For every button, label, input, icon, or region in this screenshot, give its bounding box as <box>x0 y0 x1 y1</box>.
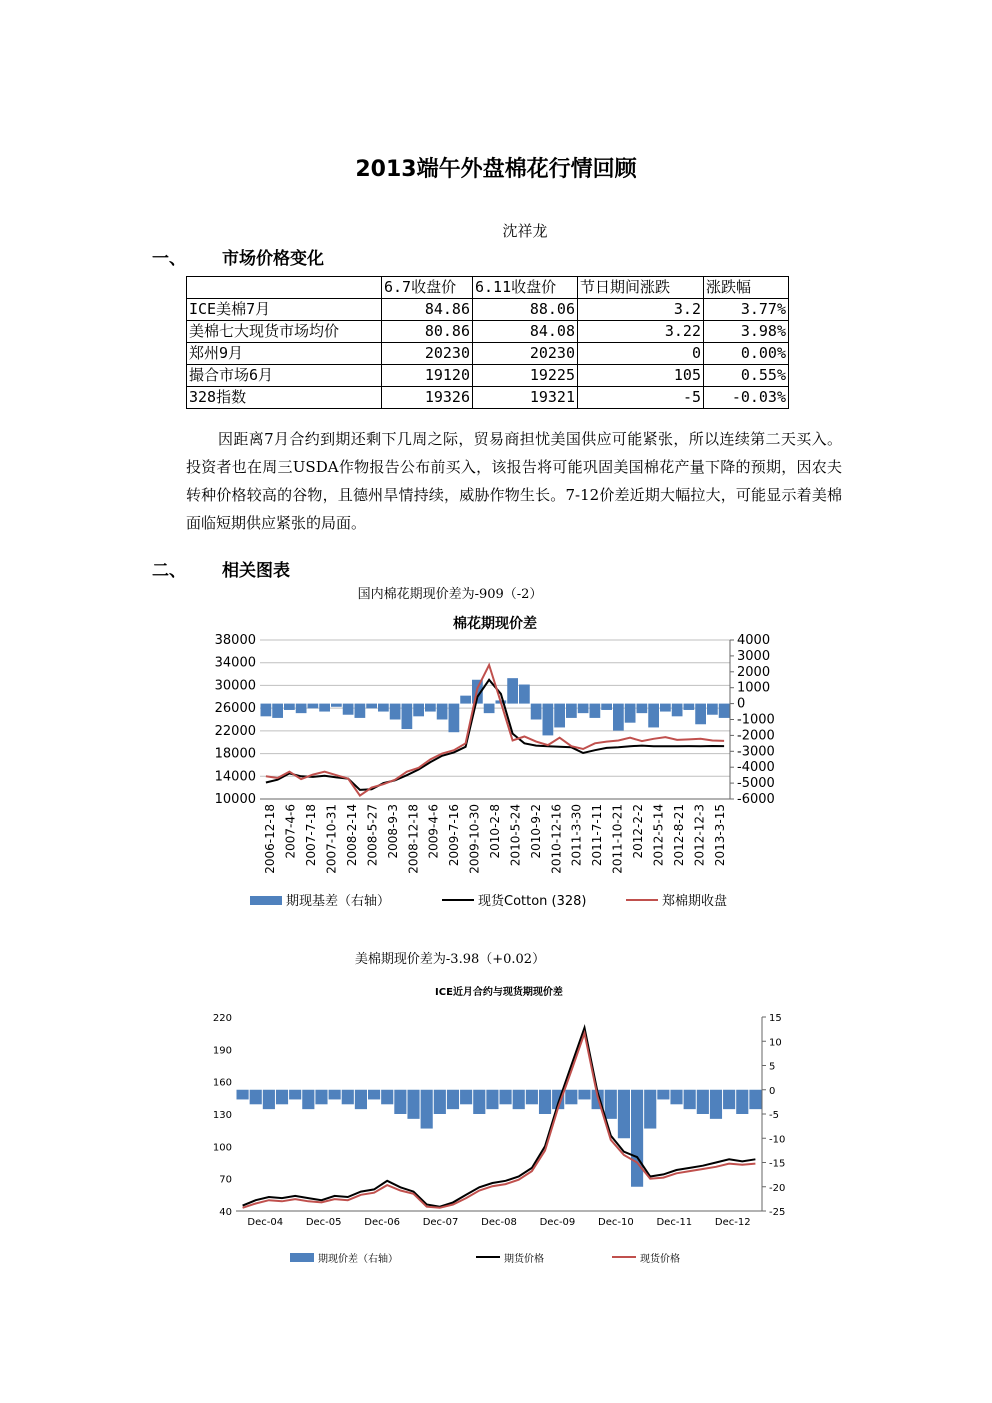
basis-bar <box>637 704 648 714</box>
x-axis-tick-label: 2007-10-31 <box>324 804 339 874</box>
table-cell: 3.98% <box>704 321 789 343</box>
basis-bar <box>710 1090 722 1119</box>
basis-bar <box>289 1090 301 1100</box>
x-axis-tick-label: 2012-12-3 <box>692 804 707 867</box>
right-axis-tick-label: -1000 <box>737 712 775 728</box>
left-axis-tick-label: 10000 <box>214 792 256 807</box>
basis-bar <box>425 704 436 712</box>
x-axis-tick-label: Dec-09 <box>539 1217 576 1228</box>
table-row <box>187 387 789 409</box>
table-cell: 105 <box>578 365 704 387</box>
basis-bar <box>500 1090 512 1105</box>
basis-bar <box>605 1090 617 1119</box>
x-axis-tick-label: 2008-2-14 <box>344 804 359 867</box>
basis-bar <box>407 1090 419 1119</box>
basis-bar <box>657 1090 669 1100</box>
right-axis-tick-label: 0 <box>769 1085 776 1097</box>
right-axis-tick-label: -4000 <box>737 760 775 776</box>
x-axis-tick-label: 2007-7-18 <box>304 804 319 867</box>
basis-bar <box>631 1090 643 1187</box>
table-row <box>187 321 789 343</box>
table-cell: 88.06 <box>473 299 578 321</box>
basis-bar <box>296 704 307 714</box>
basis-bar <box>355 704 366 718</box>
section-number: 一、 <box>152 249 186 269</box>
basis-bar <box>590 704 601 718</box>
basis-bar <box>644 1090 656 1129</box>
basis-bar <box>434 1090 446 1114</box>
right-axis-tick-label: 5 <box>769 1061 776 1073</box>
right-axis-tick-label: 4000 <box>737 633 771 648</box>
table-cell: 20230 <box>382 343 473 365</box>
basis-bar <box>381 1090 393 1105</box>
basis-bar <box>578 704 589 714</box>
basis-bar <box>543 704 554 736</box>
x-axis-tick-label: 2010-12-16 <box>549 804 564 874</box>
basis-bar <box>539 1090 551 1114</box>
right-axis-tick-label: -10 <box>769 1134 786 1146</box>
left-axis-tick-label: 40 <box>219 1207 232 1218</box>
right-axis-tick-label: -25 <box>769 1207 786 1218</box>
basis-bar <box>315 1090 327 1105</box>
legend-label: 期货价格 <box>504 1254 544 1265</box>
x-axis-tick-label: 2012-2-2 <box>631 804 646 859</box>
ice-basis-chart <box>180 975 800 1275</box>
left-axis-tick-label: 38000 <box>214 633 256 648</box>
basis-bar <box>484 704 495 714</box>
right-axis-tick-label: -5 <box>769 1110 779 1121</box>
right-axis-tick-label: -5000 <box>737 776 775 792</box>
table-cell: 0.55% <box>704 365 789 387</box>
right-axis-tick-label: 3000 <box>737 648 771 664</box>
x-axis-tick-label: 2012-8-21 <box>671 804 686 867</box>
basis-bar <box>736 1090 748 1114</box>
left-axis-tick-label: 30000 <box>214 678 256 694</box>
basis-bar <box>319 704 330 712</box>
author-name: 沈祥龙 <box>502 222 548 240</box>
left-axis-tick-label: 14000 <box>214 769 256 785</box>
x-axis-tick-label: 2009-4-6 <box>426 804 441 859</box>
legend-label: 郑棉期收盘 <box>662 894 728 909</box>
x-axis-tick-label: 2011-3-30 <box>569 804 584 867</box>
basis-bar <box>250 1090 262 1105</box>
legend-label: 现货Cotton (328) <box>478 894 587 909</box>
x-axis-tick-label: 2011-7-11 <box>590 804 605 867</box>
right-axis-tick-label: -3000 <box>737 744 775 760</box>
left-axis-tick-label: 26000 <box>214 701 256 717</box>
basis-bar <box>378 704 389 712</box>
header-cell <box>187 277 382 299</box>
basis-bar <box>413 704 424 717</box>
basis-bar <box>618 1090 630 1139</box>
x-axis-tick-label: 2010-9-2 <box>528 804 543 859</box>
basis-bar <box>343 704 354 715</box>
basis-bar <box>263 1090 275 1109</box>
chart2-caption: 美棉期现价差为-3.98（+0.02） <box>354 952 546 967</box>
market-commentary: 因距离7月合约到期还剩下几周之际，贸易商担忧美国供应可能紧张，所以连续第二天买入。投资者也在周三USDA作物报告公布前买入，该报告将可能巩固美国棉花产量下降的预期，因农夫转种价格较高的谷物，且德州旱情持续，威胁作物生长。7-12价差近期大幅拉大，可能显示着美棉面临短期供应紧张的局面。 <box>186 430 842 532</box>
chart-title: 棉花期现价差 <box>453 616 537 632</box>
table-cell: 84.86 <box>382 299 473 321</box>
table-cell: 0 <box>578 343 704 365</box>
left-axis-tick-label: 100 <box>212 1142 232 1154</box>
left-axis-tick-label: 190 <box>212 1045 232 1057</box>
domestic-basis-chart <box>180 605 800 925</box>
table-header-row <box>187 277 789 299</box>
basis-bar <box>625 704 636 723</box>
row-label: ICE美棉7月 <box>187 299 382 321</box>
table-cell: 19321 <box>473 387 578 409</box>
table-cell: 19225 <box>473 365 578 387</box>
row-label: 美棉七大现货市场均价 <box>187 321 382 343</box>
right-axis-tick-label: 1000 <box>737 680 771 696</box>
basis-bar <box>723 1090 735 1109</box>
basis-bar <box>368 1090 380 1100</box>
x-axis-tick-label: 2013-3-15 <box>712 804 727 867</box>
table-cell: -5 <box>578 387 704 409</box>
right-axis-tick-label: -15 <box>769 1158 786 1170</box>
legend-label: 期现基差（右轴） <box>286 894 391 909</box>
price-table <box>186 276 789 409</box>
basis-bar <box>565 1090 577 1105</box>
left-axis-tick-label: 220 <box>212 1013 232 1024</box>
basis-bar <box>531 704 542 720</box>
right-axis-tick-label: 0 <box>737 696 746 712</box>
basis-bar <box>648 704 659 728</box>
right-axis-tick-label: 2000 <box>737 664 771 680</box>
basis-bar <box>513 1090 525 1109</box>
price-line <box>266 680 724 790</box>
right-axis-tick-label: -6000 <box>737 792 775 807</box>
left-axis-tick-label: 160 <box>212 1077 232 1089</box>
table-cell: 84.08 <box>473 321 578 343</box>
header-cell: 涨跌幅 <box>704 277 789 299</box>
x-axis-tick-label: Dec-07 <box>422 1217 459 1228</box>
x-axis-tick-label: 2008-12-18 <box>406 804 421 874</box>
legend-swatch <box>290 1253 314 1262</box>
x-axis-tick-label: 2009-10-30 <box>467 804 482 874</box>
x-axis-tick-label: 2010-5-24 <box>508 804 523 867</box>
x-axis-tick-label: 2007-4-6 <box>283 804 298 859</box>
basis-bar <box>507 678 518 703</box>
chart1-caption: 国内棉花期现价差为-909（-2） <box>357 587 543 602</box>
left-axis-tick-label: 34000 <box>214 655 256 671</box>
table-cell: 19326 <box>382 387 473 409</box>
x-axis-tick-label: 2012-5-14 <box>651 804 666 867</box>
header-cell: 节日期间涨跌 <box>578 277 704 299</box>
legend-label: 期现价差（右轴） <box>318 1254 398 1265</box>
section-title: 市场价格变化 <box>222 249 324 269</box>
legend-label: 现货价格 <box>640 1254 680 1265</box>
x-axis-tick-label: Dec-10 <box>598 1217 634 1228</box>
basis-bar <box>660 704 671 712</box>
legend-swatch <box>250 896 282 905</box>
basis-bar <box>449 704 460 733</box>
basis-bar <box>402 704 413 729</box>
row-label: 郑州9月 <box>187 343 382 365</box>
basis-bar <box>519 685 530 704</box>
table-row <box>187 343 789 365</box>
x-axis-tick-label: Dec-06 <box>364 1217 400 1228</box>
basis-bar <box>697 1090 709 1114</box>
left-axis-tick-label: 18000 <box>214 746 256 762</box>
basis-bar <box>329 1090 341 1100</box>
basis-bar <box>684 1090 696 1109</box>
section-heading-2 <box>152 556 452 580</box>
left-axis-tick-label: 22000 <box>214 723 256 739</box>
table-row <box>187 299 789 321</box>
left-axis-tick-label: 130 <box>212 1110 232 1121</box>
basis-bar <box>554 704 565 728</box>
basis-bar <box>261 704 272 717</box>
table-cell: 80.86 <box>382 321 473 343</box>
basis-bar <box>390 704 401 720</box>
x-axis-tick-label: 2010-2-8 <box>488 804 502 859</box>
table-cell: 20230 <box>473 343 578 365</box>
basis-bar <box>672 704 683 717</box>
section-heading-1 <box>152 244 452 268</box>
x-axis-tick-label: 2008-9-3 <box>385 804 400 859</box>
basis-bar <box>719 704 730 718</box>
x-axis-tick-label: Dec-05 <box>305 1217 342 1228</box>
x-axis-tick-label: Dec-08 <box>481 1217 517 1228</box>
basis-bar <box>601 704 612 710</box>
row-label: 撮合市场6月 <box>187 365 382 387</box>
right-axis-tick-label: -20 <box>769 1182 786 1194</box>
table-row <box>187 365 789 387</box>
basis-bar <box>355 1090 367 1109</box>
x-axis-tick-label: 2006-12-18 <box>263 804 278 874</box>
x-axis-tick-label: Dec-11 <box>656 1217 693 1228</box>
table-cell: 3.22 <box>578 321 704 343</box>
section-number: 二、 <box>152 561 186 581</box>
x-axis-tick-label: Dec-12 <box>714 1217 751 1228</box>
basis-bar <box>670 1090 682 1105</box>
price-line <box>243 1028 756 1207</box>
right-axis-tick-label: -2000 <box>737 728 775 744</box>
basis-bar <box>437 704 448 720</box>
x-axis-tick-label: 2011-10-21 <box>610 804 625 874</box>
header-cell: 6.7收盘价 <box>382 277 473 299</box>
x-axis-tick-label: Dec-04 <box>247 1217 284 1228</box>
table-cell: 3.77% <box>704 299 789 321</box>
section-title: 相关图表 <box>222 561 290 581</box>
table-cell: -0.03% <box>704 387 789 409</box>
table-cell: 19120 <box>382 365 473 387</box>
basis-bar <box>460 696 471 704</box>
basis-bar <box>272 704 283 718</box>
basis-bar <box>695 704 706 725</box>
basis-bar <box>613 704 624 731</box>
basis-bar <box>460 1090 472 1105</box>
basis-bar <box>331 704 342 707</box>
basis-bar <box>707 704 718 715</box>
chart-title: ICE近月合约与现货期现价差 <box>435 987 563 998</box>
x-axis-tick-label: 2009-7-16 <box>447 804 462 867</box>
basis-bar <box>684 704 695 710</box>
x-axis-tick-label: 2008-5-27 <box>365 804 380 867</box>
basis-bar <box>308 704 319 709</box>
basis-bar <box>473 1090 485 1114</box>
basis-bar <box>302 1090 314 1109</box>
basis-bar <box>749 1090 761 1109</box>
basis-bar <box>566 704 577 718</box>
basis-bar <box>394 1090 406 1114</box>
basis-bar <box>526 1090 538 1105</box>
table-cell: 3.2 <box>578 299 704 321</box>
header-cell: 6.11收盘价 <box>473 277 578 299</box>
table-cell: 0.00% <box>704 343 789 365</box>
basis-bar <box>276 1090 288 1105</box>
right-axis-tick-label: 15 <box>769 1013 782 1024</box>
left-axis-tick-label: 70 <box>219 1174 232 1186</box>
basis-bar <box>447 1090 459 1109</box>
basis-bar <box>284 704 295 710</box>
basis-bar <box>237 1090 249 1100</box>
basis-bar <box>342 1090 354 1105</box>
basis-bar <box>421 1090 433 1129</box>
basis-bar <box>486 1090 498 1109</box>
basis-bar <box>366 704 377 709</box>
document-title: 2013端午外盘棉花行情回顾 <box>355 157 637 182</box>
row-label: 328指数 <box>187 387 382 409</box>
basis-bar <box>578 1090 590 1100</box>
right-axis-tick-label: 10 <box>769 1037 782 1049</box>
